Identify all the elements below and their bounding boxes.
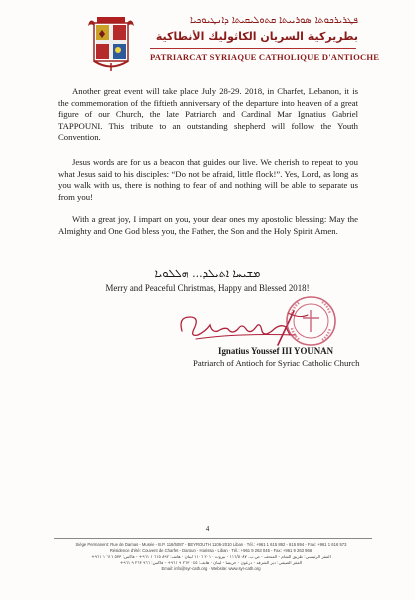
letterhead-footer bbox=[46, 542, 376, 572]
signer-name: Ignatius Youssef III YOUNAN bbox=[218, 346, 333, 356]
patriarchal-coat-of-arms bbox=[86, 14, 136, 72]
official-stamp bbox=[284, 294, 338, 348]
body-paragraph-1-text: Another great event will take place July 28-29. 2018, in Charfet, Lebanon, it is the commemoration of the fiftieth anniversary of the departure into heaven of a great figure of our Church, the late Patriarch and Cardinal Mar Ignatius Gabriel TAPPOUNI. This tribute to an outstanding shepherd will follow the Youth Convention. bbox=[58, 86, 358, 143]
body-paragraph-3-text: With a great joy, I impart on you, your dear ones my apostolic blessing: May the Almighty and One God bless you, the Father, the Son and the Holy Spirit Amen. bbox=[58, 214, 358, 236]
body-paragraph-1 bbox=[58, 86, 358, 144]
body-paragraph-2-text: Jesus words are for us a beacon that guides our live. We cherish to repeat to you what Jesus said to his disciples: “Do not be afraid, little flock!”. Yes, Lord, as long as you walk with us, there is nothing to fear of and nothing will be able to separate us from you! bbox=[58, 157, 358, 202]
syriac-christmas-greeting: ܡܫܝܚܐ ܐܬܝܠܕ... ܗܠܠܘܝܐ bbox=[154, 267, 261, 280]
christmas-greeting: Merry and Peaceful Christmas, Happy and Blessed 2018! bbox=[105, 283, 310, 293]
footer-address-line: Siège Permanent: Rue de Damas - Musée - B.P. 116/5087 - BEYROUTH 1106-2010 Liban · Tél.: +961 1 615 892 - 615 894 - Fax: +961 1 616 573 bbox=[75, 542, 347, 547]
header-syriac-title: ܦܛܪܝܪܟܘܬܐ ܣܘܪܝܝܬܐ ܩܬܘܠܝܩܝܬܐ ܕܐܢܛܝܘܟܝܐ bbox=[189, 15, 358, 26]
footer-divider bbox=[54, 538, 372, 539]
footer-arabic-address-line: المقر الصيفي: دير الشرفة - درعون - حريصا - لبنان · هاتف: ٠٤٥ ٢٦٣ ٩ ٩٦١+ - فاكس: ٩٦٦ ٢٦٣ ٩ ٩٦١+ bbox=[119, 559, 303, 565]
header-french-title: PATRIARCAT SYRIAQUE CATHOLIQUE D'ANTIOCHE bbox=[150, 52, 380, 62]
body-paragraph-3 bbox=[58, 214, 358, 237]
footer-arabic-address-line: المقر الرئيسي: طريق الشام - المتحف - ص.ب. ١١٦/٥٠٨٧ - بيروت ٢٠١٠ ١١٠٦ لبنان · هاتف: ٨٩٢ ٦١٥ ١ ٩٦١+ - فاكس: ٥٧٣ ٦١٦ ١ ٩٦١+ bbox=[91, 553, 331, 559]
body-paragraph-2 bbox=[58, 157, 358, 203]
signer-title: Patriarch of Antioch for Syriac Catholic Church bbox=[193, 358, 360, 368]
header-divider bbox=[150, 48, 356, 49]
header-arabic-title: بطريركية السريان الكاثوليك الأنطاكية bbox=[155, 30, 358, 43]
footer-contact-line: Email: info@syr-cath.org · Website: www.syr-cath.org bbox=[161, 565, 261, 571]
page-number: 4 bbox=[205, 525, 210, 533]
footer-address-line: Résidence d'été: Couvent de Charfet - Daroun - Harissa - Liban · Tél.: +961 9 263 045 - Fax: +961 9 263 966 bbox=[109, 547, 313, 553]
